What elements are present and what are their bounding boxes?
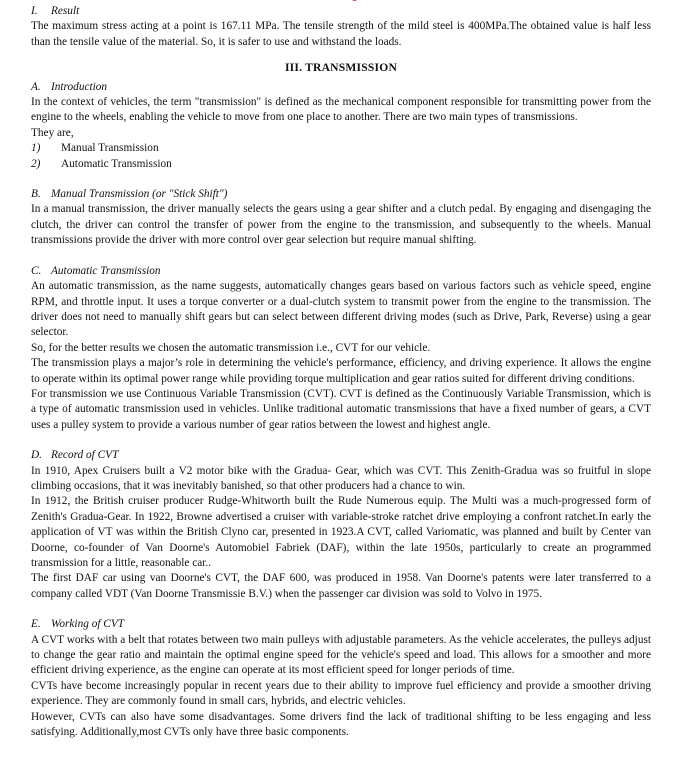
red-mark-decoration — [351, 0, 358, 1]
paragraph-working-1: A CVT works with a belt that rotates between two main pulleys with adjustable parameters. As the vehicle accelerates, the pulleys adjust to change the gear ratio and maintain the optimal engine speed for the vehicle's speed and load. This allows for a smoother and more efficient driving experience, as the engine can operate at its most efficient speed for longer periods of time. — [31, 633, 651, 677]
subheading-title: Record of CVT — [51, 449, 119, 462]
subheading-title: Result — [51, 5, 80, 17]
section-heading: III. TRANSMISSION — [284, 61, 398, 75]
spacer — [31, 249, 651, 264]
paragraph-automatic-4: For transmission we use Continuous Variable Transmission (CVT). CVT is defined as the Continuously Variable Transmission, which is a type of automatic transmission used in vehicles. Unlike traditional automatic transmissions that have a fixed number of gears, a CVT uses a pulley system to provide a various number of gear ratios between the lowest and highest angle. — [31, 387, 651, 431]
subheading-title: Working of CVT — [51, 618, 125, 631]
list-item-text: Manual Transmission — [61, 142, 159, 155]
subheading-number: A. — [31, 80, 41, 93]
spacer — [31, 433, 651, 448]
paragraph-result: The maximum stress acting at a point is 167.11 MPa. The tensile strength of the mild steel is 400MPa.The obtained value is half less than the tensile value of the material. So, it is safer to use and withstand the loads. — [31, 20, 651, 48]
paragraph-record-3: The first DAF car using van Doorne's CVT, the DAF 600, was produced in 1958. Van Doorne's patents were later transferred to a company called VDT (Van Doorne Transmissie B.V.) when the passenger car division was sold to Volvo in 1975. — [31, 572, 651, 600]
subheading-introduction — [31, 80, 651, 95]
subheading-number: C. — [31, 264, 42, 277]
subheading-record — [31, 448, 651, 463]
paragraph-manual: In a manual transmission, the driver manually selects the gears using a gear shifter and a clutch pedal. By engaging and disengaging the clutch, the driver can control the transfer of power from the engine to the transmission, and subsequently to the wheels. Manual transmissions provide the driver with more control over gear selection but require manual shifting. — [31, 203, 651, 247]
list-marker: 1) — [31, 142, 41, 155]
subheading-number: E. — [31, 618, 41, 631]
paragraph-record-1: In 1910, Apex Cruisers built a V2 motor bike with the Gradua- Gear, which was CVT. This Zenith-Gradua was so fruitful in slope climbing occasions, that it was inevitably banished, so that other producers had a chance to win. — [31, 464, 651, 492]
paragraph-automatic-2: So, for the better results we chosen the automatic transmission i.e., CVT for our vehicle. — [31, 341, 431, 354]
paragraph-introduction: In the context of vehicles, the term "transmission" is defined as the mechanical component responsible for transmitting power from the engine to the wheels, enabling the vehicle to move from one place to another. There are two main types of transmissions. — [31, 96, 651, 124]
subheading-result — [31, 4, 651, 19]
paragraph-record-2: In 1912, the British cruiser producer Rudge-Whitworth built the Rude Numerous equip. The Multi was a much-progressed form of Zenith's Gradua-Gear. In 1922, Browne advertised a cruiser with variable-stroke ratchet drive employing a confront ratchet.In early the application of VT was within the British Clyno car, presented in 1923.A CVT, called Variomatic, was planned and built by Center van Doorne, co-founder of Van Doorne's Automobiel Fabriek (DAF), within the late 1950s, particularly to create an programmed transmission for a little, reasonable car.. — [31, 495, 651, 569]
they-are-text: They are, — [31, 126, 74, 139]
subheading-number: I. — [31, 5, 38, 17]
paragraph-automatic-3: The transmission plays a major’s role in determining the vehicle's performance, efficiency, and driving experience. It allows the engine to operate within its optimal power range while providing torque multiplication and gear ratios suited for different driving conditions. — [31, 357, 651, 385]
spacer — [31, 602, 651, 617]
list-item — [31, 157, 651, 172]
subheading-title: Introduction — [51, 80, 108, 93]
subheading-automatic — [31, 264, 651, 279]
list-item — [31, 141, 651, 156]
subheading-manual — [31, 187, 651, 202]
subheading-number: B. — [31, 188, 41, 201]
paragraph-working-3: However, CVTs can also have some disadvantages. Some drivers find the lack of traditional shifting to be less engaging and less satisfying. Additionally,most CVTs only have three basic components. — [31, 710, 651, 739]
subheading-number: D. — [31, 449, 42, 462]
document-page — [31, 0, 651, 740]
subheading-title: Manual Transmission (or "Stick Shift") — [51, 188, 228, 201]
list-item-text: Automatic Transmission — [61, 157, 172, 170]
subheading-working — [31, 617, 651, 632]
list-marker: 2) — [31, 157, 41, 170]
paragraph-working-2: CVTs have become increasingly popular in recent years due to their ability to improve fuel efficiency and provide a smoother driving experience. They are commonly found in small cars, hybrids, and electric vehicles. — [31, 679, 651, 708]
spacer — [31, 172, 651, 187]
subheading-title: Automatic Transmission — [51, 264, 161, 277]
paragraph-automatic-1: An automatic transmission, as the name suggests, automatically changes gears based on various factors such as vehicle speed, engine RPM, and throttle input. It uses a torque converter or a dual-clutch system to transmit power from the engine to the transmission. The driver does not need to manually shift gears but can select between different driving modes (such as Drive, Park, Reverse) using a gear selector. — [31, 280, 651, 339]
